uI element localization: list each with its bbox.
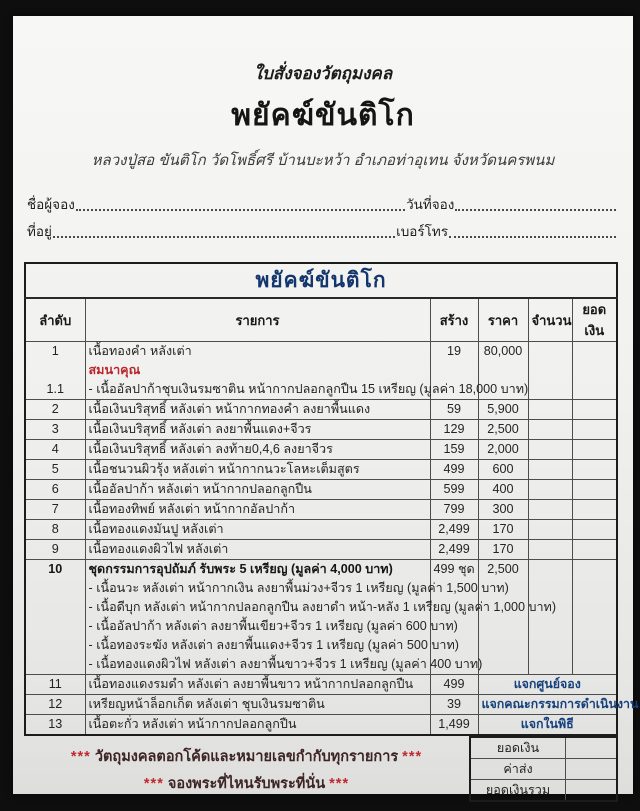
price-cell-value: 5,900 (487, 402, 519, 416)
made-count: 19 (446, 344, 461, 358)
made-count-cell (430, 480, 478, 500)
row-number: 7 (51, 502, 59, 516)
item-cell (85, 540, 430, 560)
row-number: 1 (51, 344, 59, 358)
row-number-cell (25, 440, 85, 460)
amount-cell-value (576, 520, 614, 539)
item-cell (85, 400, 430, 420)
row-number: 6 (51, 482, 59, 496)
made-count-cell (430, 420, 478, 440)
quantity-cell-value (532, 420, 569, 439)
table-header-row (25, 298, 617, 342)
giveaway-note-cell (478, 695, 639, 715)
booking-form (27, 188, 617, 242)
item-text: เนื้อเงินบริสุทธิ์ หลังเต่า หน้ากากทองคำ ลงยาพื้นแดง (88, 402, 371, 416)
item-text: - เนื้อดีบุก หลังเต่า หน้ากากปลอกลูกปืน ลงยาดำ หน้า-หลัง 1 เหรียญ (มูลค่า 1,000 บาท) (88, 600, 557, 614)
item-text: เนื้อชนวนผิวรุ้ง หลังเต่า หน้ากากนวะโลหะเต็มสูตร (88, 462, 360, 476)
amount-cell-value (576, 480, 614, 499)
amount-cell[interactable] (572, 420, 617, 440)
quantity-cell[interactable] (528, 440, 572, 460)
table-row (25, 460, 617, 480)
phone-label: เบอร์โทร (396, 224, 449, 239)
made-count-cell (430, 695, 478, 715)
item-cell (85, 695, 430, 715)
summary-row (470, 780, 617, 802)
table-row (25, 342, 617, 400)
price-cell (478, 540, 528, 560)
footer (24, 736, 618, 802)
amount-cell[interactable] (572, 342, 617, 400)
made-count-cell (430, 500, 478, 520)
item-cell (85, 675, 430, 695)
stars-icon: *** (402, 749, 423, 765)
address-label: ที่อยู่ (27, 224, 52, 239)
made-count: 159 (443, 442, 465, 456)
quantity-cell-value (532, 560, 569, 579)
quantity-cell-value (532, 440, 569, 459)
item-text: เนื้ออัลปาก้า หลังเต่า หน้ากากปลอกลูกปืน (88, 482, 312, 496)
item-text: เนื้อทองแดงมันปู หลังเต่า (88, 522, 224, 536)
stars-icon: *** (70, 749, 91, 765)
item-text: เนื้อเงินบริสุทธิ์ หลังเต่า ลงท้าย0,4,6 ลงยาจีวร (88, 442, 333, 456)
row-number-cell (25, 675, 85, 695)
made-count-cell (430, 715, 478, 736)
item-cell (85, 715, 430, 736)
summary-value[interactable] (566, 780, 618, 802)
item-text: เนื้อทองแดงรมดำ หลังเต่า ลงยาพื้นขาว หน้ากากปลอกลูกปืน (88, 677, 414, 691)
row-number-cell (25, 500, 85, 520)
column-header: ราคา (478, 298, 528, 342)
summary-row (470, 737, 617, 759)
quantity-cell[interactable] (528, 480, 572, 500)
item-text: - เนื้ออัลปาก้า หลังเต่า ลงยาพื้นเขียว+จีวร 1 เหรียญ (มูลค่า 600 บาท) (88, 619, 458, 633)
summary-table (469, 736, 618, 802)
column-header: จำนวน (528, 298, 572, 342)
made-count: 1,499 (438, 717, 470, 731)
item-cell (85, 420, 430, 440)
phone-field[interactable] (449, 236, 616, 238)
amount-cell-value (576, 440, 614, 459)
made-count: 39 (446, 697, 461, 711)
row-number: 1.1 (46, 382, 64, 396)
item-text: - เนื้อทองแดงผิวไฟ หลังเต่า ลงยาพื้นขาว+จีวร 1 เหรียญ (มูลค่า 400 บาท) (88, 657, 483, 671)
item-text: ชุดกรรมการอุปถัมภ์ รับพระ 5 เหรียญ (มูลค่า 4,000 บาท) (88, 562, 393, 576)
quantity-cell-value (532, 520, 569, 539)
row-number-cell (25, 400, 85, 420)
table-title: พยัคฆ์ขันติโก (25, 263, 617, 298)
stars-icon: *** (143, 776, 164, 792)
amount-cell[interactable] (572, 460, 617, 480)
quantity-cell-value (532, 342, 569, 361)
price-cell (478, 520, 528, 540)
address-field[interactable] (53, 236, 395, 238)
row-number: 12 (48, 697, 63, 711)
price-cell (478, 400, 528, 420)
note-line-2 (24, 771, 469, 798)
amount-cell-value (576, 500, 614, 519)
note-text-2: จองพระที่ไหนรับพระที่นั่น (167, 776, 326, 792)
item-text: สมนาคุณ (88, 363, 141, 377)
row-number-cell (25, 342, 85, 400)
made-count: 499 (443, 462, 465, 476)
price-cell-value: 170 (492, 522, 514, 536)
item-text: เหรียญหน้าล็อกเก็ต หลังเต่า ชุบเงินรมซาติน (88, 697, 325, 711)
item-cell (85, 440, 430, 460)
amount-cell[interactable] (572, 520, 617, 540)
made-count-cell (430, 400, 478, 420)
table-row (25, 400, 617, 420)
item-text: เนื้อทองทิพย์ หลังเต่า หน้ากากอัลปาก้า (88, 502, 296, 516)
price-cell-value: 2,000 (487, 442, 519, 456)
row-number-cell (25, 480, 85, 500)
amount-cell-value (576, 420, 614, 439)
price-cell-value: 300 (492, 502, 514, 516)
paper-document (13, 16, 639, 797)
made-count: 129 (443, 422, 465, 436)
amount-cell[interactable] (572, 400, 617, 420)
summary-table-body (470, 737, 617, 801)
name-label: ชื่อผู้จอง (27, 197, 75, 212)
made-count-cell (430, 460, 478, 480)
row-number: 11 (48, 677, 62, 691)
name-field[interactable] (76, 209, 405, 211)
price-cell (478, 460, 528, 480)
table-title-row (25, 263, 617, 298)
row-number: 2 (51, 402, 59, 416)
row-number-cell (25, 420, 85, 440)
item-cell (85, 480, 430, 500)
column-header: สร้าง (430, 298, 478, 342)
price-cell (478, 440, 528, 460)
table-row (25, 560, 617, 675)
column-header: ลำดับ (25, 298, 85, 342)
quantity-cell[interactable] (528, 540, 572, 560)
made-count-cell (430, 440, 478, 460)
quantity-cell-value (532, 540, 569, 559)
amount-cell-value (576, 400, 614, 419)
table-row (25, 520, 617, 540)
summary-row (470, 759, 617, 780)
amount-cell-value (576, 540, 614, 559)
note-text-1: วัตถุมงคลตอกโค้ดและหมายเลขกำกับทุกรายการ (94, 749, 399, 765)
summary-label: ยอดเงิน (470, 737, 566, 759)
row-number-cell (25, 695, 85, 715)
price-cell-value: 400 (492, 482, 514, 496)
made-count-cell (430, 675, 478, 695)
table-row (25, 440, 617, 460)
row-number (29, 361, 82, 380)
giveaway-note: แจกคณะกรรมการดำเนินงาน (481, 697, 639, 711)
made-count: 2,499 (438, 542, 470, 556)
item-text: - เนื้อนวะ หลังเต่า หน้ากากเงิน ลงยาพื้นม่วง+จีวร 1 เหรียญ (มูลค่า 1,500 บาท) (88, 581, 509, 595)
table-row (25, 540, 617, 560)
giveaway-note-cell (478, 675, 617, 695)
amount-cell-value (576, 460, 614, 479)
summary-value[interactable] (566, 737, 618, 759)
price-cell (478, 500, 528, 520)
form-row-name-date (27, 188, 617, 215)
temple-subtitle: หลวงปู่สอ ขันติโก วัดโพธิ์ศรี บ้านบะหว้า อำเภอท่าอุเทน จังหวัดนครพนม (91, 152, 555, 169)
table-row (25, 675, 617, 695)
made-count-cell (430, 520, 478, 540)
row-number-cell (25, 520, 85, 540)
row-number: 3 (51, 422, 59, 436)
quantity-cell-value (532, 480, 569, 499)
column-header: ยอดเงิน (572, 298, 617, 342)
price-cell (478, 560, 528, 675)
item-cell (85, 460, 430, 480)
price-cell-value: 600 (492, 462, 514, 476)
row-number-cell (25, 560, 85, 675)
price-cell (478, 420, 528, 440)
price-cell-value: 80,000 (483, 344, 523, 358)
table-row (25, 480, 617, 500)
amount-cell[interactable] (572, 540, 617, 560)
made-count: 799 (443, 502, 465, 516)
date-field[interactable] (455, 209, 616, 211)
amount-cell[interactable] (572, 560, 617, 675)
quantity-cell[interactable] (528, 560, 572, 675)
order-table-body (25, 342, 639, 736)
row-number: 13 (48, 717, 63, 731)
amount-cell[interactable] (572, 440, 617, 460)
made-count: 499 ชุด (433, 562, 475, 576)
form-type-heading: ใบสั่งจองวัตถุมงคล (253, 64, 393, 83)
date-label: วันที่จอง (406, 197, 455, 212)
row-number: 10 (48, 562, 63, 576)
order-table (24, 262, 639, 736)
price-cell-value: 2,500 (487, 422, 519, 436)
quantity-cell[interactable] (528, 460, 572, 480)
quantity-cell[interactable] (528, 420, 572, 440)
quantity-cell[interactable] (528, 400, 572, 420)
quantity-cell-value (532, 400, 569, 419)
made-count-cell (430, 540, 478, 560)
summary-value[interactable] (566, 759, 618, 780)
giveaway-note: แจกในพิธี (520, 717, 574, 731)
row-number: 4 (51, 442, 59, 456)
quantity-cell[interactable] (528, 520, 572, 540)
quantity-cell[interactable] (528, 500, 572, 520)
footer-notes (24, 736, 469, 798)
made-count: 599 (443, 482, 465, 496)
price-cell (478, 480, 528, 500)
item-text: เนื้อตะกั่ว หลังเต่า หน้ากากปลอกลูกปืน (88, 717, 297, 731)
amount-cell-value (576, 560, 614, 579)
item-text: เนื้อทองคำ หลังเต่า (88, 344, 192, 358)
column-header: รายการ (85, 298, 430, 342)
item-text: เนื้อเงินบริสุทธิ์ หลังเต่า ลงยาพื้นแดง+จีวร (88, 422, 312, 436)
item-cell (85, 500, 430, 520)
table-row (25, 500, 617, 520)
table-row (25, 420, 617, 440)
item-cell (85, 520, 430, 540)
form-row-address-phone (27, 215, 617, 242)
row-number: 8 (51, 522, 59, 536)
table-row (25, 715, 617, 736)
row-number-cell (25, 460, 85, 480)
quantity-cell[interactable] (528, 342, 572, 400)
table-row (25, 695, 617, 715)
row-number: 5 (51, 462, 59, 476)
made-count: 2,499 (438, 522, 470, 536)
quantity-cell-value (532, 500, 569, 519)
summary-label: ยอดเงินรวม (470, 780, 566, 802)
giveaway-note: แจกศูนย์จอง (513, 677, 581, 691)
amount-cell-value (576, 342, 614, 361)
row-number-cell (25, 715, 85, 736)
row-number: 9 (51, 542, 59, 556)
price-cell-value: 170 (492, 542, 514, 556)
summary-label: ค่าส่ง (470, 759, 566, 780)
item-text: - เนื้อทองระฆัง หลังเต่า ลงยาพื้นแดง+จีวร 1 เหรียญ (มูลค่า 500 บาท) (88, 638, 459, 652)
stars-icon: *** (329, 776, 350, 792)
page-title: พยัคฆ์ขันติโก (231, 99, 415, 132)
item-text: เนื้อทองแดงผิวไฟ หลังเต่า (88, 542, 229, 556)
made-count: 499 (443, 677, 465, 691)
amount-cell[interactable] (572, 480, 617, 500)
note-line-1 (24, 744, 469, 771)
item-text: - เนื้ออัลปาก้าชุบเงินรมซาติน หน้ากากปลอกลูกปืน 15 เหรียญ (มูลค่า 18,000 บาท) (88, 382, 529, 396)
row-number-cell (25, 540, 85, 560)
quantity-cell-value (532, 460, 569, 479)
amount-cell[interactable] (572, 500, 617, 520)
price-cell-value: 2,500 (487, 562, 519, 576)
giveaway-note-cell (478, 715, 617, 736)
made-count: 59 (446, 402, 461, 416)
